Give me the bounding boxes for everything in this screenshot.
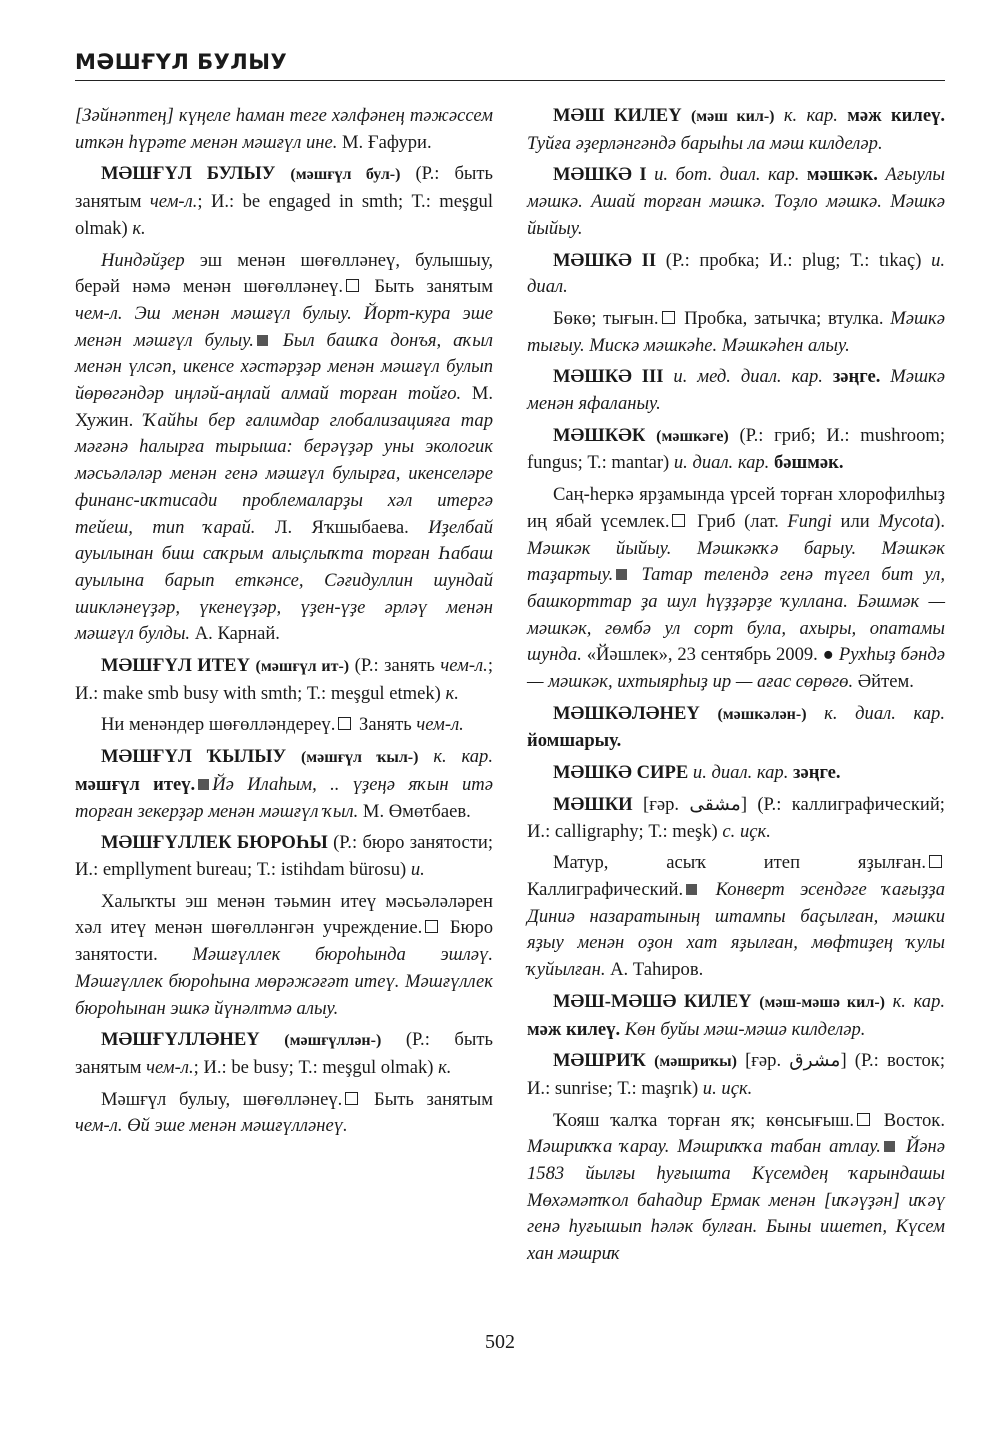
running-header: МӘШҒҮЛ БУЛЫУ (75, 50, 288, 74)
usage-examples: Мәшкә тығыу. Мискә мәшкәһе. Мәшкәһен алыу. (527, 307, 945, 356)
part-of-speech: к. кар. (433, 746, 493, 768)
headword: МӘШКИ (553, 793, 633, 815)
quote-square-icon (616, 569, 627, 580)
translations: (Р.: гриб; И.: mushroom; fungus; Т.: mantar) (527, 424, 945, 474)
entry-definition (75, 248, 493, 649)
cross-reference: зәңге. (793, 762, 841, 784)
translations: ; И.: be engaged in smth; Т.: meşgul olmak) (75, 191, 493, 239)
usage-examples: Көн буйы мәш-мәшә килделәр. (620, 1018, 866, 1040)
definition: эш менән шөғөлләнеү, булышыу, берәй нәмә менән шөғөлләнеү. (75, 249, 493, 298)
left-column (75, 103, 493, 1145)
russian-translation: Быть занятым (361, 276, 493, 298)
definition: Саң-һеркә ярҙамында үрсей торған хлорофилһыҙ иң ябай үсемлек. (527, 484, 945, 532)
translations: ] (Р.: каллиграфический; И.: calligraphy; Т.: meşk) (527, 793, 945, 842)
translation-box-icon (346, 279, 359, 292)
spacer (823, 366, 833, 387)
definition-label: Ниндәйҙер (101, 249, 185, 271)
stem-form: (мәш-мәшә кил-) (759, 993, 885, 1011)
russian-translation: или (831, 510, 879, 532)
russian-translation: ). (934, 510, 945, 532)
author: А. Таһиров. (605, 959, 704, 981)
spacer (647, 164, 654, 185)
cross-reference: бәшмәк. (774, 452, 844, 474)
headword: МӘШҒҮЛ БУЛЫУ (101, 163, 276, 185)
arabic-script: مشرق (789, 1050, 841, 1072)
part-of-speech: и. диал. (527, 249, 946, 298)
entry-mashke-1 (527, 162, 945, 242)
spacer (775, 105, 784, 126)
stem-form: (мәшкәге) (656, 427, 729, 445)
spacer (418, 746, 433, 767)
definition: Ҡояш ҡалҡа торған яҡ; көнсығыш. (553, 1109, 855, 1131)
etymology: [ғәр. (632, 793, 690, 815)
quote: Иҙелбай ауылынан биш саҡрым алыҫлыҡта торған Һабаш ауылына барып еткәнсе, Сәғидуллин шундай шикләнеүҙәр, үкенеүҙәр, үҙен-үҙе әрләү менән мәшғүл булды. (75, 516, 494, 645)
spacer (807, 703, 825, 724)
spacer (664, 366, 674, 387)
quote: Был башҡа донъя, аҡыл менән үлсәп, икенсе хәстәрҙәр менән мәшғүл булып йөрөгәндәр иңләй-аңлай алмай торған тойғо. (75, 329, 493, 405)
translations: (Р.: быть занятым (75, 163, 494, 213)
usage-examples: Мәшриҡҡа ҡарау. Мәшриҡҡа табан атлау. (527, 1136, 881, 1158)
headword: МӘШҒҮЛ ҠЫЛЫУ (101, 746, 287, 768)
part-of-speech: к. (445, 682, 459, 704)
entry-mash-kileu (527, 103, 945, 157)
translation-note: чем-л. (146, 1056, 194, 1078)
headword: МӘШКӘ III (553, 366, 664, 388)
entry-definition (75, 712, 493, 739)
entry-mashke-3 (527, 364, 945, 417)
latin-name: Mycota (878, 510, 935, 532)
quote-square-icon (198, 779, 209, 790)
quote: Йәнә 1583 йылғы һуғышта Күсемдең ҡарындашы Мөхәмәтҡол баһадир Ермак менән [иҡәүҙән] иҡәү генә һуғышып һәләк булған. Быны ишетеп, Күсем хан мәшриҡ (527, 1136, 945, 1265)
spacer (838, 105, 847, 126)
translation-box-icon (338, 717, 351, 730)
translation-box-icon (662, 311, 675, 324)
cross-reference: мәж килеү. (527, 1018, 621, 1040)
stem-form: (мәш кил-) (690, 108, 775, 125)
translations: ; И.: be busy; Т.: meşgul olmak) (193, 1056, 439, 1078)
part-of-speech: с. иҫк. (722, 820, 771, 842)
translations: (Р.: бюро занятости; И.: empllyment bureau; Т.: istihdam bürosu) (75, 832, 493, 880)
source: Әйтем. (853, 671, 914, 693)
headword: МӘШҒҮЛЛӘНЕҮ (101, 1029, 260, 1051)
translation-box-icon (425, 920, 438, 933)
arabic-script: مشقى (689, 793, 741, 815)
definition: Матур, асыҡ итеп яҙылған. (553, 852, 926, 874)
headword: МӘШКӘЛӘНЕҮ (553, 702, 700, 724)
entry-definition (527, 482, 945, 696)
definition: Ни менәндер шөғөлләндереү. (101, 714, 336, 736)
entry-definition (75, 889, 493, 1023)
author: М. Хужин. (75, 383, 493, 431)
right-column (527, 103, 945, 1273)
entry-mashgul-iteu (75, 653, 493, 707)
entry-definition (527, 1108, 945, 1268)
translation-note: чем-л. (416, 714, 464, 736)
latin-name: Fungi (787, 510, 832, 532)
usage-examples: чем-л. Өй эше менән мәшғүлләнеү. (75, 1115, 348, 1137)
stem-form: (мәшкәлән-) (717, 705, 807, 723)
translation-note: чем-л. (440, 655, 488, 677)
cross-reference: зәңге. (832, 366, 881, 388)
quote: Татар телендә генә түгел бит ул, башкорттар ҙа шул һүҙҙәрҙе ҡуллана. Бәшмәк — мәшкәк, гөмбә ул сорт була, ахыры, опатамы шунда. (527, 564, 945, 666)
stem-form: (мәшғүл ит-) (255, 658, 350, 676)
entry-mashgullek-byurohy (75, 830, 493, 883)
author: А. Карнай. (190, 623, 280, 645)
entry-mashki (527, 792, 945, 845)
entry-mashgullaneu (75, 1027, 493, 1081)
russian-translation: Бюро занятости. (75, 917, 493, 966)
stem-form: (мәшғүллән-) (284, 1032, 382, 1050)
russian-translation: Занять (354, 714, 417, 736)
russian-translation: Быть занятым (361, 1088, 493, 1110)
spacer (799, 164, 806, 185)
russian-translation: Гриб (лат. (688, 510, 788, 532)
entry-mashke-2 (527, 248, 945, 301)
usage-examples: Мәшкә менән яфаланыу. (527, 366, 945, 415)
page-number: 502 (485, 1331, 515, 1353)
translation-box-icon (345, 1092, 358, 1105)
cross-reference: мәшкәк. (806, 164, 878, 186)
part-of-speech: к. (438, 1056, 452, 1078)
headword: МӘШҒҮЛЛЕК БЮРОҺЫ (101, 832, 328, 854)
part-of-speech: и. диал. кар. (692, 762, 789, 784)
source: «Йәшлек», 23 сентябрь 2009. (581, 644, 818, 666)
usage-examples: чем-л. Эш менән мәшғүл булыу. Йорт-кура эше менән мәшғүл булыу. (75, 302, 493, 351)
part-of-speech: и. (410, 858, 425, 880)
definition: Бөкө; тығын. (553, 307, 659, 329)
part-of-speech: и. мед. диал. кар. (673, 366, 823, 388)
translation-note: чем-л. (149, 191, 198, 213)
usage-examples: Ағыулы мәшкә. Ашай торған мәшкә. Тоҙло мәшкә. Мәшкә йыйыу. (527, 164, 946, 239)
headword: МӘШ КИЛЕҮ (553, 105, 682, 126)
author: М. Өмөтбаев. (358, 800, 471, 822)
author: М. Ғафури. (337, 131, 432, 153)
entry-mashke-sire (527, 760, 945, 787)
translation-box-icon (929, 855, 942, 868)
stem-form: (мәшриҡы) (654, 1053, 737, 1071)
part-of-speech: и. иҫк. (702, 1077, 753, 1099)
proverb-bullet-icon: ● (817, 644, 835, 666)
headword: МӘШҒҮЛ ИТЕҮ (101, 655, 250, 677)
entry-mashkelaneu (527, 701, 945, 755)
cross-reference: мәж килеү. (847, 105, 946, 126)
usage-examples: Мәшкәк йыйыу. Мәшкәкҡә барыу. Мәшкәк таҙартыу. (527, 537, 945, 586)
entry-mash-mashe-kileu (527, 989, 945, 1043)
entry-continuation (75, 103, 493, 156)
example-text: [Зәйнәптең] күңеле һаман теге хәлфәнең тәжәссем иткән һүрәте менән мәшғүл ине. (75, 105, 493, 153)
entry-definition (527, 306, 945, 359)
russian-translation: Восток. (873, 1109, 945, 1131)
part-of-speech: и. бот. диал. кар. (654, 164, 800, 186)
translations: (Р.: пробка; И.: plug; Т.: tıkaç) (656, 249, 932, 271)
headword: МӘШ-МӘШӘ КИЛЕҮ (553, 990, 752, 1012)
stem-form: (мәшғүл бул-) (290, 166, 401, 184)
usage-examples: Мәшғүллек бюроһында эшләү. Мәшғүллек бюроһына мөрәжәғәт итеү. Мәшғүллек бюроһынан эшкә йүнәлтмә алыу. (75, 944, 493, 1019)
quote: Ҡайһы бер ғалимдар глобализацияға тар мәғәнә һалырға тырыша: берәүҙәр уны экологик мәсьәләләр менән генә мәшғүл булырға, икенселәре финанс-иҡтисади проблемаларҙы хәл итергә тейеш, тип ҡарай. (75, 409, 493, 538)
russian-translation: Пробка, затычка; втулка. (677, 307, 891, 329)
translations: ; И.: make smb busy with smth; Т.: meşgul etmek) (75, 655, 493, 704)
usage-examples: Туйға әҙерләнгәндә барыһы ла мәш килделәр. (527, 132, 883, 154)
translations: (Р.: быть занятым (75, 1029, 493, 1078)
headword: МӘШКӘ I (553, 164, 647, 186)
definition: Халыҡты эш менән тәьмин итеү мәсьәләләрен хәл итеү менән шөғөлләнгән учреждение. (75, 890, 493, 939)
entry-mashkek (527, 423, 945, 477)
entry-mashgul-bulyu (75, 161, 493, 242)
part-of-speech: к. кар. (783, 105, 838, 126)
russian-translation: Каллиграфический. (527, 878, 684, 900)
entry-definition (75, 1087, 493, 1140)
cross-reference: мәшғүл итеү. (75, 773, 196, 795)
part-of-speech: и. диал. кар. (673, 452, 770, 474)
part-of-speech: к. диал. кар. (824, 702, 945, 724)
spacer (885, 991, 893, 1012)
entry-mashrik (527, 1048, 945, 1102)
proverb: Рухһыҙ бәндә — мәшкәк, ихтыярһыҙ ир — ағас сөрөгө. (527, 644, 945, 693)
stem-form: (мәшғүл ҡыл-) (300, 749, 419, 767)
header-rule (75, 80, 945, 81)
entry-definition (527, 850, 945, 984)
definition: Мәшғүл булыу, шөғөлләнеү. (101, 1088, 343, 1110)
author: Л. Яҡшыбаева. (255, 516, 429, 538)
headword: МӘШРИҠ (553, 1050, 646, 1072)
part-of-speech: к. (132, 217, 146, 239)
quote: Конверт эсендәге ҡағыҙҙа Диниә назаратының штампы баҫылған, мәшки яҙыу менән оҙон хат яҙылған, мөфтиҙең ҡулы ҡуйылған. (527, 878, 945, 981)
cross-reference: йомшарыу. (527, 730, 622, 752)
etymology: [ғәр. (736, 1050, 790, 1072)
translation-box-icon (672, 514, 685, 527)
quote-square-icon (884, 1141, 895, 1152)
entry-mashgul-kylyu (75, 744, 493, 825)
translation-box-icon (857, 1113, 870, 1126)
translations: ] (Р.: восток; И.: sunrise; Т.: maşrık) (527, 1050, 945, 1099)
quote-square-icon (257, 335, 268, 346)
part-of-speech: к. кар. (892, 990, 946, 1012)
translations: (Р.: занять (349, 655, 441, 677)
headword: МӘШКӘ СИРЕ (553, 762, 689, 784)
quote-square-icon (686, 884, 697, 895)
headword: МӘШКӘ II (553, 249, 657, 271)
quote: Йә Илаһым, .. үҙеңә яҡын итә торған зекерҙәр менән мәшғүл ҡыл. (75, 773, 493, 822)
headword: МӘШКӘК (553, 424, 646, 446)
